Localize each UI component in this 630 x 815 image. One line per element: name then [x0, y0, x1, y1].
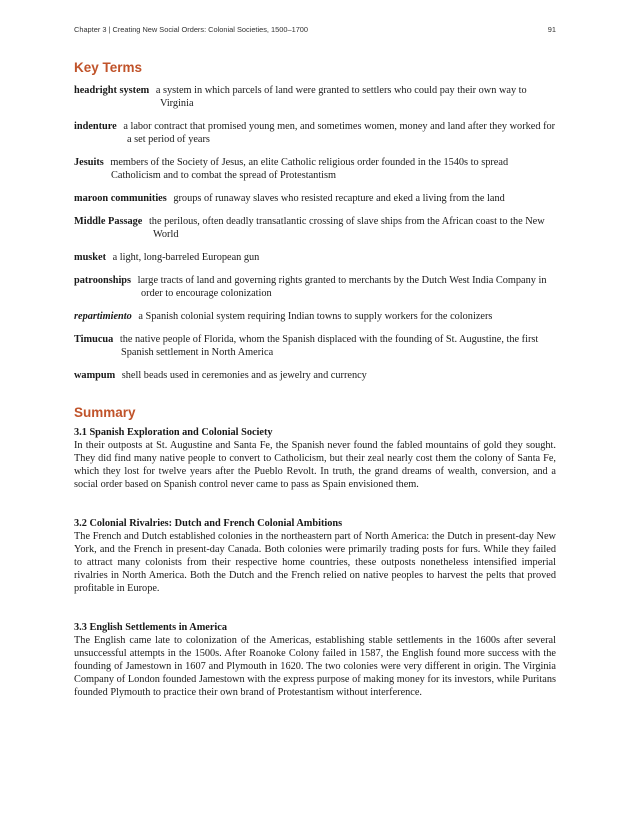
term-definition: a Spanish colonial system requiring Indian towns to supply workers for the colonizers — [138, 311, 493, 322]
summary-section-title: 3.2 Colonial Rivalries: Dutch and French Colonial Ambitions — [74, 518, 343, 529]
term-word: Middle Passage — [74, 216, 143, 227]
term-entry — [74, 369, 556, 382]
summary-section-text: The French and Dutch established colonies in the northeastern part of North America: the Dutch in present-day New York, and the French in present-day Canada. Both colonies were primarily trading posts for furs. While they failed to attract many colonists from their respective home countries, these outposts nonetheless intensified imperial rivalries in North America. Both the Dutch and the French relied on native peoples to harvest the pelts that proved profitable in Europe. — [74, 531, 556, 594]
term-word: wampum — [74, 370, 116, 381]
summary-section — [74, 426, 556, 491]
term-word: Timucua — [74, 334, 114, 345]
term-word: headright system — [74, 85, 150, 96]
summary-section-text: In their outposts at St. Augustine and Santa Fe, the Spanish never found the fabled mountains of gold they sought. They did find many native people to convert to Catholicism, but their zeal nearly cost them the colony of Santa Fe, which they lost for twelve years after the Pueblo Revolt. In truth, the grand dreams of wealth, conversion, and a social order based on Spanish control never came to pass as Spain envisioned them. — [74, 440, 556, 490]
summary-section — [74, 517, 556, 595]
term-entry — [74, 310, 556, 323]
term-word: repartimiento — [74, 311, 132, 322]
term-definition: a light, long-barreled European gun — [112, 252, 260, 263]
term-entry — [74, 333, 556, 359]
term-definition: groups of runaway slaves who resisted recapture and eked a living from the land — [173, 193, 505, 204]
term-definition: the native people of Florida, whom the Spanish displaced with the founding of St. Augustine, the first Spanish settlement in North America — [119, 334, 539, 358]
term-word: maroon communities — [74, 193, 167, 204]
summary-section-text: The English came late to colonization of the Americas, establishing stable settlements in the 1600s after several unsuccessful attempts in the 1500s. After Roanoke Colony failed in 1587, the English found more success with the founding of Jamestown in 1607 and Plymouth in 1620. The two colonies were very different in origin. The Virginia Company of London founded Jamestown with the express purpose of making money for its investors, while Puritans founded Plymouth to practice their own brand of Protestantism without interference. — [74, 635, 556, 698]
summary-body — [74, 426, 556, 725]
term-entry — [74, 274, 556, 300]
term-entry — [74, 215, 556, 241]
term-definition: members of the Society of Jesus, an elite Catholic religious order founded in the 1540s to spread Catholicism and to combat the spread of Protestantism — [110, 157, 509, 181]
term-word: musket — [74, 252, 107, 263]
summary-section-title: 3.1 Spanish Exploration and Colonial Society — [74, 427, 273, 438]
summary-section — [74, 621, 556, 699]
chapter-title: Chapter 3 | Creating New Social Orders: Colonial Societies, 1500–1700 — [74, 25, 309, 34]
term-definition: large tracts of land and governing rights granted to merchants by the Dutch West India Company in order to encourage colonization — [137, 275, 547, 299]
term-definition: the perilous, often deadly transatlantic crossing of slave ships from the African coast to the New World — [148, 216, 545, 240]
term-entry — [74, 84, 556, 110]
term-entry — [74, 156, 556, 182]
summary-heading: Summary — [74, 405, 136, 420]
term-definition: a system in which parcels of land were granted to settlers who could pay their own way to Virginia — [155, 85, 527, 109]
term-word: indenture — [74, 121, 117, 132]
term-definition: shell beads used in ceremonies and as jewelry and currency — [121, 370, 367, 381]
key-terms-list — [74, 84, 556, 392]
term-entry — [74, 192, 556, 205]
term-word: patroonships — [74, 275, 132, 286]
summary-section-title: 3.3 English Settlements in America — [74, 622, 228, 633]
running-header — [74, 25, 556, 34]
term-word: Jesuits — [74, 157, 104, 168]
term-entry — [74, 120, 556, 146]
page-number: 91 — [547, 25, 556, 34]
key-terms-heading: Key Terms — [74, 60, 143, 75]
term-entry — [74, 251, 556, 264]
term-definition: a labor contract that promised young men, and sometimes women, money and land after they worked for a set period of years — [123, 121, 556, 145]
